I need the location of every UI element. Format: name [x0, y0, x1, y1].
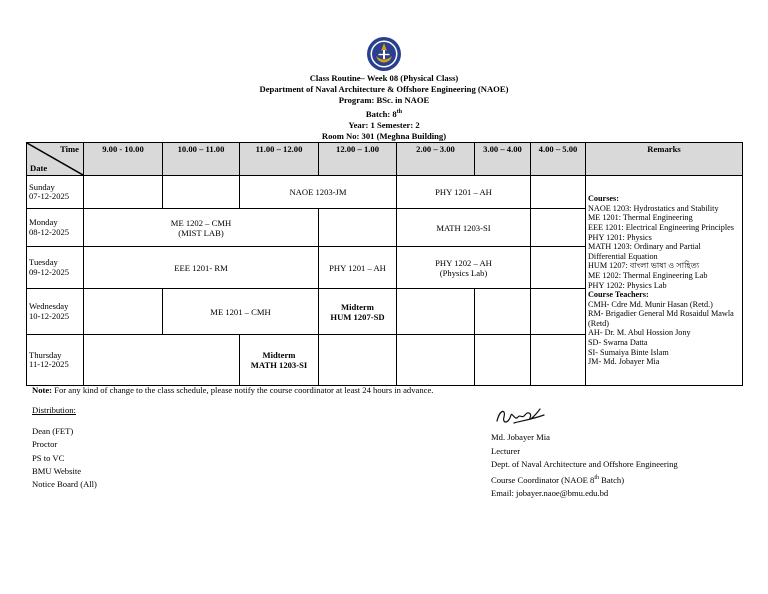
course-item: PHY 1202: Physics Lab — [588, 280, 667, 290]
class-cell: ME 1201 – CMH — [163, 289, 319, 335]
class-cell: NAOE 1203-JM — [240, 176, 397, 209]
day-cell: Sunday 07-12-2025 — [27, 176, 84, 209]
class-cell: MATH 1203-SI — [397, 209, 531, 247]
year-semester-line: Year: 1 Semester: 2 — [348, 119, 420, 130]
department-name: Department of Naval Architecture & Offshore Engineering (NAOE) — [259, 84, 509, 95]
course-item: HUM 1207: বাংলা ভাষা ও সাহিত্য — [588, 261, 700, 271]
teacher-item: AH- Dr. M. Abul Hossion Jony — [588, 328, 691, 338]
teacher-item: SI- Sumaiya Binte Islam — [588, 347, 669, 357]
slot-header: 10.00 – 11.00 — [163, 143, 240, 176]
remarks-header: Remarks — [586, 143, 743, 176]
schedule-note: Note: For any kind of change to the class schedule, please notify the course coordinator at least 24 hours in advance. — [32, 385, 434, 395]
empty-cell — [163, 176, 240, 209]
teacher-item: RM- Brigadier General Md Rosaidul Mawla (Retd) — [588, 309, 734, 328]
teacher-item: JM- Md. Jobayer Mia — [588, 357, 660, 367]
empty-cell — [531, 209, 586, 247]
day-cell: Tuesday 09-12-2025 — [27, 247, 84, 289]
list-item: BMU Website — [32, 465, 82, 476]
signatory-role: Course Coordinator (NAOE 8th Batch) — [491, 474, 625, 485]
routine-header — [180, 73, 588, 142]
course-item: ME 1201: Thermal Engineering — [588, 213, 693, 223]
course-item: PHY 1201: Physics — [588, 232, 652, 242]
class-cell: PHY 1201 – AH — [397, 176, 531, 209]
signatory-department: Dept. of Naval Architecture and Offshore Engineering — [491, 459, 678, 470]
time-date-corner-cell — [27, 143, 84, 176]
distribution-list — [32, 425, 97, 491]
teacher-item: CMH- Cdre Md. Munir Hasan (Retd.) — [588, 299, 713, 309]
day-cell: Thursday 11-12-2025 — [27, 335, 84, 386]
day-cell: Wednesday 10-12-2025 — [27, 289, 84, 335]
teachers-title: Course Teachers: — [588, 290, 649, 300]
corner-date-label: Date — [30, 163, 48, 173]
corner-time-label: Time — [60, 144, 79, 154]
list-item: PS to VC — [32, 452, 65, 463]
courses-title: Courses: — [588, 194, 619, 204]
list-item: Notice Board (All) — [32, 479, 97, 490]
signatory-block — [491, 431, 678, 501]
table-row — [27, 176, 743, 209]
slot-header: 12.00 – 1.00 — [319, 143, 397, 176]
signatory-email: Email: jobayer.naoe@bmu.edu.bd — [491, 488, 609, 499]
class-cell: PHY 1202 – AH (Physics Lab) — [397, 247, 531, 289]
routine-title: Class Routine– Week 08 (Physical Class) — [309, 73, 459, 83]
batch-line: Batch: 8th — [365, 108, 403, 119]
empty-cell — [397, 335, 475, 386]
midterm-cell: Midterm HUM 1207-SD — [319, 289, 397, 335]
program-line: Program: BSc. in NAOE — [338, 95, 430, 106]
course-item: ME 1202: Thermal Engineering Lab — [588, 270, 708, 280]
empty-cell — [84, 289, 163, 335]
midterm-cell: Midterm MATH 1203-SI — [240, 335, 319, 386]
empty-cell — [319, 209, 397, 247]
university-logo — [366, 36, 402, 72]
signature-icon — [494, 403, 546, 431]
list-item: Proctor — [32, 439, 58, 450]
slot-header: 3.00 – 4.00 — [475, 143, 531, 176]
class-cell: ME 1202 – CMH (MIST LAB) — [84, 209, 319, 247]
class-cell: PHY 1201 – AH — [319, 247, 397, 289]
signatory-designation: Lecturer — [491, 445, 521, 456]
empty-cell — [397, 289, 475, 335]
slot-header: 11.00 – 12.00 — [240, 143, 319, 176]
list-item: Dean (FET) — [32, 426, 74, 436]
course-item: EEE 1201: Electrical Engineering Principles — [588, 222, 734, 232]
empty-cell — [531, 247, 586, 289]
empty-cell — [531, 176, 586, 209]
routine-table — [26, 142, 743, 386]
empty-cell — [84, 335, 240, 386]
empty-cell — [531, 289, 586, 335]
day-cell: Monday 08-12-2025 — [27, 209, 84, 247]
slot-header: 9.00 - 10.00 — [84, 143, 163, 176]
table-header-row — [27, 143, 743, 176]
course-item: NAOE 1203: Hydrostatics and Stability — [588, 203, 719, 213]
empty-cell — [531, 335, 586, 386]
empty-cell — [475, 335, 531, 386]
empty-cell — [475, 289, 531, 335]
room-line: Room No: 301 (Meghna Building) — [321, 130, 447, 141]
slot-header: 4.00 – 5.00 — [531, 143, 586, 176]
remarks-cell — [586, 176, 743, 386]
course-item: MATH 1203: Ordinary and Partial Differential Equation — [588, 242, 701, 261]
empty-cell — [319, 335, 397, 386]
class-cell: EEE 1201- RM — [84, 247, 319, 289]
empty-cell — [84, 176, 163, 209]
distribution-title: Distribution: — [32, 405, 76, 415]
slot-header: 2.00 – 3.00 — [397, 143, 475, 176]
teacher-item: SD- Swarna Datta — [588, 338, 648, 348]
signatory-name: Md. Jobayer Mia — [491, 432, 550, 442]
